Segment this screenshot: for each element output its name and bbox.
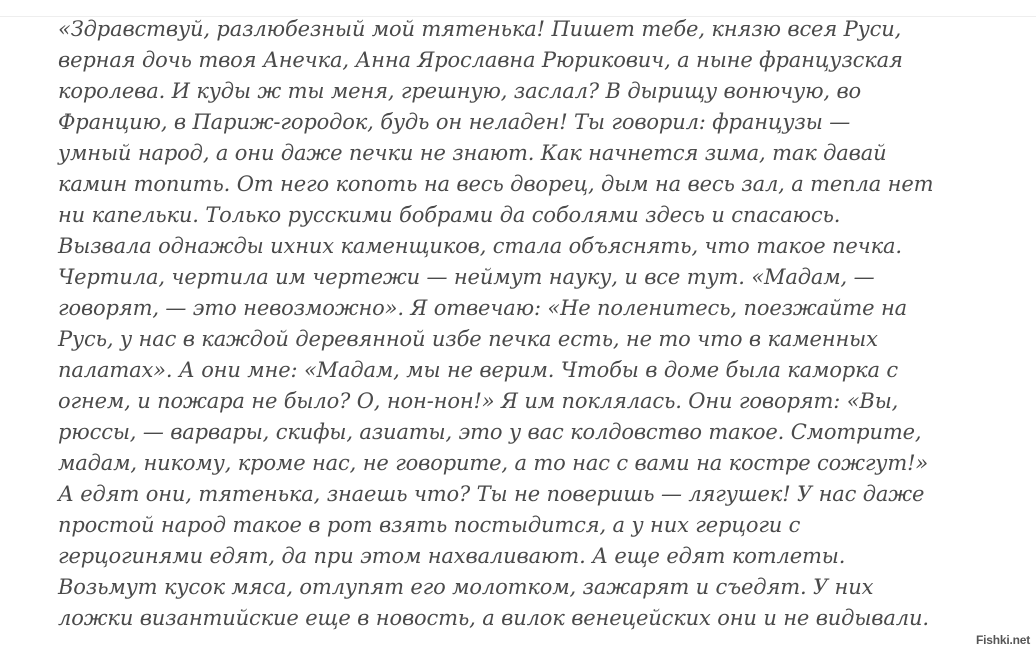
site-watermark: Fishki.net (975, 633, 1030, 647)
text-line: говорят, — это невозможно». Я отвечаю: «Не поленитесь, поезжайте на (58, 296, 908, 320)
text-line: мадам, никому, кроме нас, не говорите, а то нас с вами на костре сожгут!» (58, 451, 929, 475)
text-line: огнем, и пожара не было? О, нон-нон!» Я им поклялась. Они говорят: «Вы, (58, 389, 899, 413)
text-line: герцогинями едят, да при этом нахваливают. А еще едят котлеты. (58, 544, 846, 568)
text-line: Чертила, чертила им чертежи — неймут науку, и все тут. «Мадам, — (58, 265, 875, 289)
text-line: рюссы, — варвары, скифы, азиаты, это у вас колдовство такое. Смотрите, (58, 420, 922, 444)
text-line: ни капельки. Только русскими бобрами да соболями здесь и спасаюсь. (58, 203, 841, 227)
text-line: Русь, у нас в каждой деревянной избе печка есть, не то что в каменных (58, 327, 878, 351)
letter-text-block (58, 14, 1018, 634)
text-line: ложки византийские еще в новость, а вилок венецейских они и не видывали. (58, 606, 929, 630)
text-line: верная дочь твоя Анечка, Анна Ярославна Рюрикович, а ныне французская (58, 48, 903, 72)
text-line: Возьмут кусок мяса, отлупят его молотком, зажарят и съедят. У них (58, 575, 874, 599)
text-line: умный народ, а они даже печки не знают. Как начнется зима, так давай (58, 141, 887, 165)
text-line: Вызвала однажды ихних каменщиков, стала объяснять, что такое печка. (58, 234, 902, 258)
text-line: А едят они, тятенька, знаешь что? Ты не поверишь — лягушек! У нас даже (58, 482, 925, 506)
text-line: Францию, в Париж-городок, будь он неладен! Ты говорил: французы — (58, 110, 851, 134)
text-line: «Здравствуй, разлюбезный мой тятенька! Пишет тебе, князю всея Руси, (58, 17, 902, 41)
text-line: палатах». А они мне: «Мадам, мы не верим. Чтобы в доме была каморка с (58, 358, 898, 382)
text-line: простой народ такое в рот взять постыдится, а у них герцоги с (58, 513, 801, 537)
text-line: камин топить. От него копоть на весь дворец, дым на весь зал, а тепла нет (58, 172, 934, 196)
text-line: королева. И куды ж ты меня, грешную, заслал? В дырищу вонючую, во (58, 79, 862, 103)
